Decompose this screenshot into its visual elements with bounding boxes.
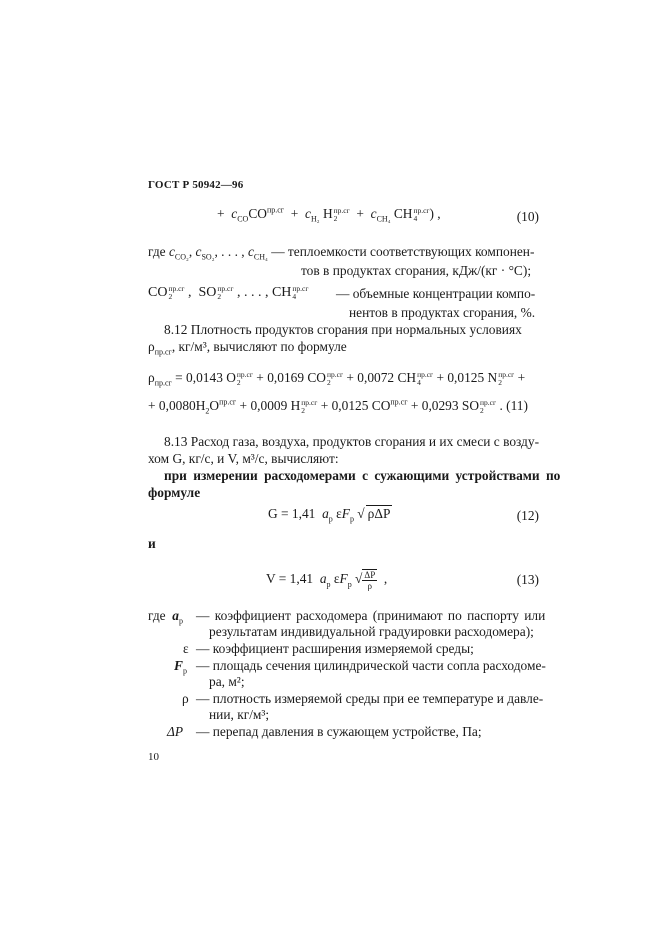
where-concentrations-symbols: CO пр.сг 2 , SO пр.сг 2 , . . . , CH пр.сг 4 [148,284,309,301]
section-8-13-cont: хом G, кг/с, и V, м³/с, вычисляют: [148,451,339,466]
section-8-12-text: 8.12 Плотность продуктов сгорания при нормальных условиях [164,322,522,337]
conjunction-and: и [148,536,156,551]
equation-number-10: (10) [516,209,539,224]
where-delta-p-text: — перепад давления в сужающем устройстве, Па; [196,724,482,739]
where-concentrations-text: — объемные концентрации компо- [336,286,536,301]
equation-10: + $c_{CO}CO^{пр.сг} + c_{H_2}$ H пр.сг 2 + $c_{CH_4}$ CH пр.сг 4 ) , [217,205,441,224]
where-heat-capacities: где $c_{CO_2}$, $c_{SO_2}$, . . . , $c_{CH_4}$ — теплоемкости соответствующих компонен- [148,244,535,262]
section-8-13-formula-label: формуле [148,485,201,500]
equation-11-line1: $\rho_{пр.сг} = 0,0143$ O пр.сг 2 + 0,0169 CO пр.сг 2 + 0,0072 CH пр.сг 4 + 0,0125 N пр.сг 2 + [148,369,526,388]
where-concentrations-cont: нентов в продуктах сгорания, %. [349,305,536,320]
where-rho-text: — плотность измеряемой среды при ее температуре и давле- [196,691,544,706]
where-F-p-text: — площадь сечения цилиндрической части сопла расходоме- [196,658,546,673]
where-heat-capacities-cont: тов в продуктах сгорания, кДж/(кг · °С); [301,263,532,278]
where-rho: ρ [182,691,189,706]
page-number: 10 [148,751,159,763]
where-epsilon: ε [183,641,189,656]
equation-number-13: (13) [516,572,539,587]
where-F-p: $F_р$ [174,658,187,676]
where-rho-cont: нии, кг/м³; [209,707,270,722]
where-epsilon-text: — коэффициент расширения измеряемой среды; [196,641,474,656]
equation-12: G = 1,41 $a_р$ $\varepsilon F_р$ √ ρΔP [268,506,391,524]
equation-13: V = 1,41 $a_р$ $\varepsilon F_р$ √ $\frac{\Delta P}{\rho}$ , [266,570,388,591]
section-8-12-cont: $\rho_{пр.сг}$, кг/м³, вычисляют по формуле [148,339,347,357]
document-header: ГОСТ Р 50942—96 [148,179,244,191]
section-8-13-text: 8.13 Расход газа, воздуха, продуктов сгорания и их смеси с возду- [164,434,540,449]
where-F-p-cont: ра, м²; [209,674,245,689]
where-delta-p: ΔP [167,724,184,739]
equation-11-line2: + $0,0080H_2O^{пр.сг} + 0,0009$ H пр.сг 2 + 0,0125 $CO^{пр.сг} + 0,0293$ SO пр.сг 2 . (11) [148,397,528,416]
where-a-p: где $a_р$ [148,608,183,626]
section-8-13-measure: при измерении расходомерами с сужающими устройствами по [164,468,561,483]
equation-number-12: (12) [516,508,539,523]
where-a-p-text: — коэффициент расходомера (принимают по паспорту или [196,608,546,623]
where-a-p-cont: результатам индивидуальной градуировки расходомера); [209,624,534,639]
